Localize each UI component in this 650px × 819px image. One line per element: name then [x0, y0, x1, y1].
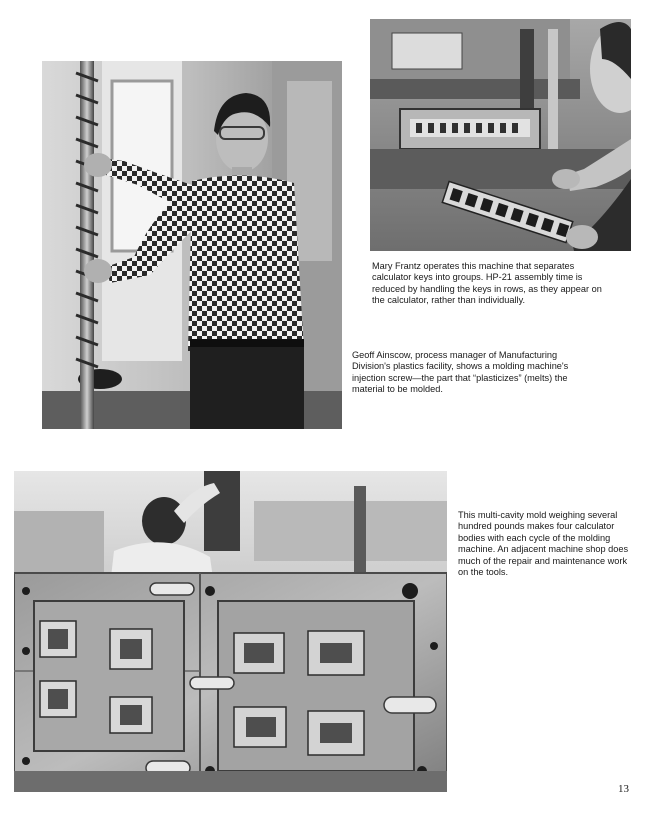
caption-multi-cavity-mold: This multi-cavity mold weighing several hundred pounds makes four calculator bodies with each cycle of the molding machine. An adjacent machine shop does much of the repair and maintenance work on the tools. — [458, 510, 629, 578]
photo-multi-cavity-mold — [14, 471, 447, 792]
caption-key-machine: Mary Frantz operates this machine that separates calculator keys into groups. HP-21 assembly time is reduced by handling the keys in rows, as they appear on the calculator, rather than individually. — [372, 261, 602, 306]
page-number: 13 — [618, 783, 629, 795]
photo-multi-cavity-mold-image — [14, 471, 447, 792]
photo-key-separating-machine — [370, 19, 631, 251]
photo-key-separating-machine-image — [370, 19, 631, 251]
photo-injection-screw-image — [42, 61, 342, 429]
photo-injection-screw — [42, 61, 342, 429]
caption-injection-screw: Geoff Ainscow, process manager of Manufacturing Division's plastics facility, shows a molding machine's injection screw—the part that “plasticizes” (melts) the material to be molded. — [352, 350, 569, 395]
